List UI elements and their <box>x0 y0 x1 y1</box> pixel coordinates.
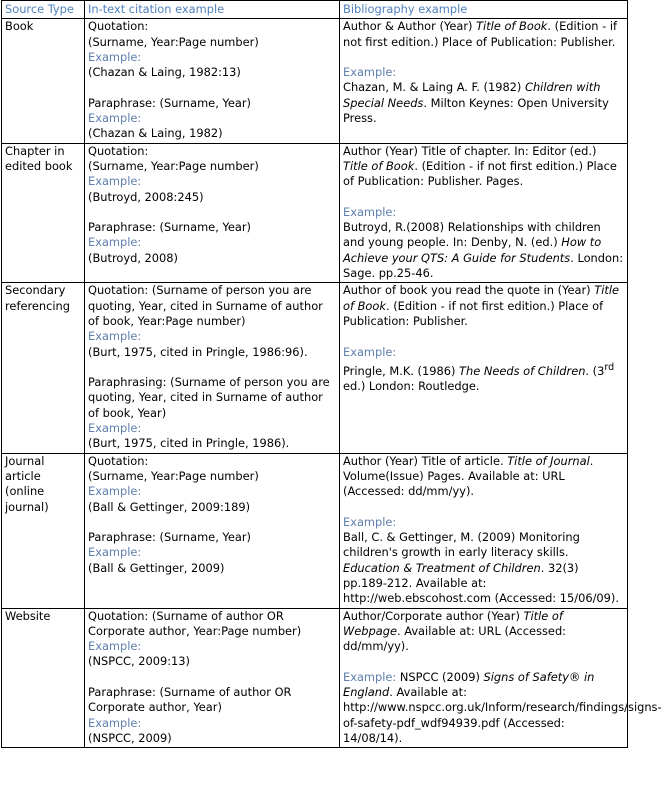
text-run: . 32(3) pp.189-212. Available at: http://web.ebscohost.com (Accessed: 15/06/09). <box>343 560 619 606</box>
table-row <box>2 283 628 453</box>
example-label: Example: <box>88 715 142 730</box>
italic-title: Title of Book <box>343 283 619 313</box>
source-type-cell: Book <box>2 19 85 143</box>
in-text-citation-cell <box>85 143 340 283</box>
citation-text: Paraphrase: (Surname, Year) <box>88 220 251 235</box>
text-run: . Available at: http://www.nspcc.org.uk/Inform/research/findings/signs-of-safety-pdf_wdf94939.pdf (Accessed: 14/08/14). <box>343 685 662 745</box>
spacer <box>88 670 336 685</box>
text-run: . Available at: URL (Accessed: dd/mm/yy). <box>343 623 567 654</box>
example-label: Example: <box>343 514 397 529</box>
citation-text: (Chazan & Laing, 1982:13) <box>88 65 241 80</box>
spacer <box>343 654 624 669</box>
citation-table <box>1 0 662 748</box>
in-text-citation-cell <box>85 283 340 453</box>
bibliography-example <box>343 360 624 394</box>
citation-label: Quotation: <box>88 143 149 158</box>
example-label: Example: <box>88 174 142 189</box>
example-label: Example: <box>88 329 142 344</box>
citation-text: (Burt, 1975, cited in Pringle, 1986). <box>88 436 290 451</box>
in-text-citation-cell <box>85 19 340 143</box>
citation-text: (Butroyd, 2008) <box>88 250 178 265</box>
bibliography-format <box>343 144 624 190</box>
text-run: Butroyd, R.(2008) Relationships with children and young people. In: Denby, N. (ed.) <box>343 220 601 250</box>
citation-label: Quotation: <box>88 19 149 34</box>
header-bibliography: Bibliography example <box>340 1 628 19</box>
citation-text: (NSPCC, 2009:13) <box>88 654 190 669</box>
source-type-cell: Secondary referencing <box>2 283 85 453</box>
example-label: Example: <box>343 204 397 219</box>
citation-text: Paraphrasing: (Surname of person you are quoting, Year, cited in Surname of author of book, Year) <box>88 375 330 420</box>
source-type-cell: Journal article (online journal) <box>2 453 85 608</box>
bibliography-format <box>343 19 624 50</box>
table-row <box>2 143 628 283</box>
bibliography-example <box>343 220 624 281</box>
bibliography-cell <box>340 19 628 143</box>
italic-title: Title of Book <box>476 19 548 34</box>
bibliography-cell <box>340 143 628 283</box>
table-row <box>2 453 628 608</box>
text-run: Ball, C. & Gettinger, M. (2009) Monitoring children's growth in early literacy skills. <box>343 530 580 560</box>
bibliography-format <box>343 454 624 500</box>
italic-title: Title of Journal <box>507 453 590 468</box>
header-row <box>2 1 628 19</box>
spacer <box>343 190 624 205</box>
example-label: Example: <box>88 111 142 126</box>
italic-title: The Needs of Children <box>459 363 586 378</box>
superscript: rd <box>604 361 615 373</box>
spacer <box>343 50 624 65</box>
bibliography-cell <box>340 453 628 608</box>
example-label: Example: <box>343 344 397 359</box>
spacer <box>88 515 336 530</box>
italic-title: Children with Special Needs <box>343 80 601 110</box>
spacer <box>88 360 336 375</box>
bibliography-example <box>343 530 624 606</box>
citation-text: Paraphrase: (Surname, Year) <box>88 530 251 545</box>
italic-title: Education & Treatment of Children <box>343 560 541 575</box>
citation-text: (Surname, Year:Page number) <box>88 158 259 173</box>
spacer <box>88 80 336 95</box>
source-type-cell: Website <box>2 608 85 748</box>
text-run: . Volume(Issue) Pages. Available at: URL (Accessed: dd/mm/yy). <box>343 453 594 499</box>
citation-text: (Butroyd, 2008:245) <box>88 189 204 204</box>
italic-title: Signs of Safety® in England <box>343 669 595 700</box>
in-text-citation-cell <box>85 608 340 748</box>
text-run: Author (Year) Title of article. <box>343 453 508 468</box>
bibliography-example <box>343 669 662 746</box>
text-run: Pringle, M.K. (1986) <box>343 363 460 378</box>
italic-title: Title of Webpage <box>343 608 563 638</box>
citation-text: Paraphrase: (Surname, Year) <box>88 95 251 110</box>
header-in-text-citation: In-text citation example <box>85 1 340 19</box>
citation-text: Paraphrase: (Surname of author OR Corporate author, Year) <box>88 685 292 715</box>
example-label: Example: <box>88 484 142 499</box>
example-label: Example: <box>88 545 142 560</box>
spacer <box>343 329 624 344</box>
text-run: . (Edition - if not first edition.) Place of Publication: Publisher. <box>343 19 618 49</box>
text-run: Author (Year) Title of chapter. In: Editor (ed.) <box>343 143 597 158</box>
italic-title: Title of Book <box>343 158 415 173</box>
bibliography-example <box>343 80 624 126</box>
spacer <box>88 205 336 220</box>
example-label: Example: <box>88 421 142 436</box>
text-run: . London: Sage. pp.25-46. <box>343 250 624 281</box>
text-run: . (3 <box>585 363 605 378</box>
text-run: Author/Corporate author (Year) <box>343 608 524 623</box>
citation-text: Quotation: (Surname of author OR Corporate author, Year:Page number) <box>88 608 302 638</box>
italic-title: How to Achieve your QTS: A Guide for Students <box>343 235 602 265</box>
text-run: ed.) London: Routledge. <box>343 378 480 393</box>
header-source-type: Source Type <box>2 1 85 19</box>
bibliography-cell <box>340 283 628 453</box>
table-body <box>2 19 662 748</box>
example-label: Example: <box>88 235 142 250</box>
citation-text: (Chazan & Laing, 1982) <box>88 126 223 141</box>
citation-text: (Burt, 1975, cited in Pringle, 1986:96). <box>88 344 308 359</box>
citation-text: (Ball & Gettinger, 2009:189) <box>88 499 251 514</box>
citation-text: (Ball & Gettinger, 2009) <box>88 560 225 575</box>
bibliography-format <box>343 609 624 655</box>
citation-text: (Surname, Year:Page number) <box>88 468 259 483</box>
example-label: Example: <box>343 669 397 684</box>
text-run: . (Edition - if not first edition.) Place of Publication: Publisher. <box>343 298 604 328</box>
bibliography-format <box>343 283 624 329</box>
text-run: NSPCC (2009) <box>396 669 484 684</box>
text-run: . Milton Keynes: Open University Press. <box>343 95 609 126</box>
spacer <box>343 500 624 515</box>
in-text-citation-cell <box>85 453 340 608</box>
text-run: Author & Author (Year) <box>343 19 477 34</box>
source-type-cell: Chapter in edited book <box>2 143 85 283</box>
citation-text: (NSPCC, 2009) <box>88 730 172 745</box>
text-run: . (Edition - if not first edition.) Place of Publication: Publisher. Pages. <box>343 158 617 189</box>
bibliography-cell <box>340 608 662 748</box>
example-label: Example: <box>88 639 142 654</box>
text-run: Author of book you read the quote in (Year) <box>343 283 595 298</box>
citation-label: Quotation: <box>88 453 149 468</box>
table-row <box>2 608 628 748</box>
citation-text: (Surname, Year:Page number) <box>88 34 259 49</box>
example-label: Example: <box>343 65 397 80</box>
example-label: Example: <box>88 49 142 64</box>
citation-text: Quotation: (Surname of person you are quoting, Year, cited in Surname of author of book, Year:Page number) <box>88 283 323 328</box>
text-run: Chazan, M. & Laing A. F. (1982) <box>343 80 525 95</box>
table-row <box>2 19 628 143</box>
